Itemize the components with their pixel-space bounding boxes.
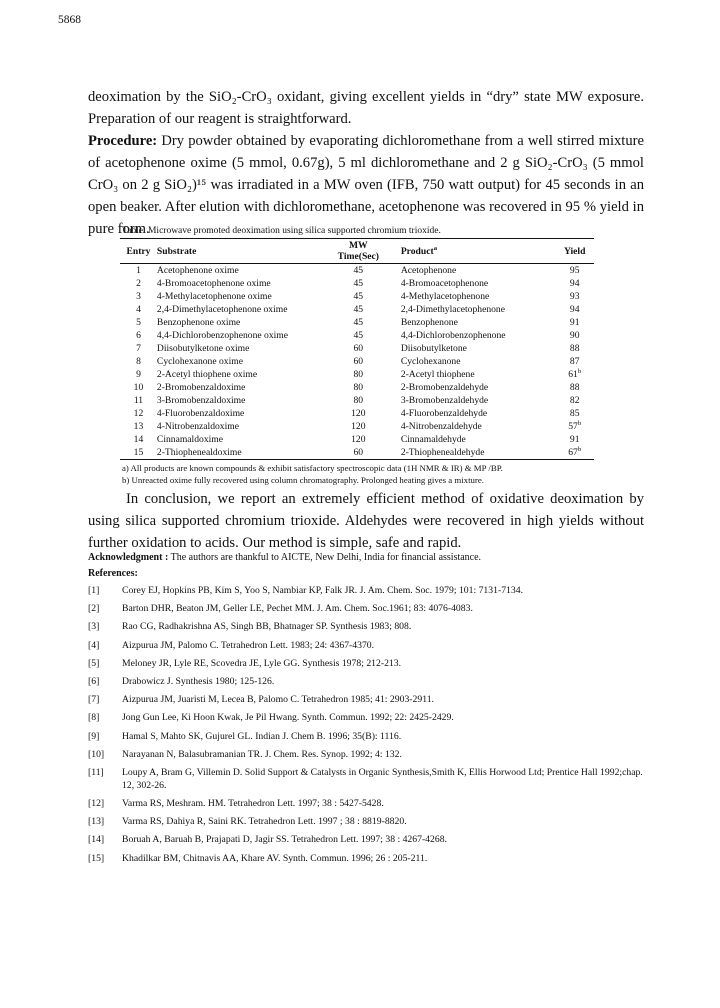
cell-product: Diisobutylketone [400, 343, 467, 354]
cell-entry: 9 [136, 369, 141, 380]
reference-number: [2] [88, 603, 100, 615]
cell-mw-time: 60 [353, 356, 364, 367]
references-list [88, 584, 648, 870]
reference-number: [11] [88, 766, 104, 778]
cell-substrate: 4-Fluorobenzaldoxime [156, 408, 245, 419]
reference-item [88, 584, 648, 597]
table-row [120, 381, 594, 394]
page-number: 5868 [58, 14, 81, 26]
results-table [120, 238, 594, 460]
cell-mw-time: 80 [353, 382, 364, 393]
cell-mw-time: 120 [351, 408, 366, 419]
footnote-b: b) Unreacted oxime fully recovered using column chromatography. Prolonged heating gives a mixture. [122, 475, 484, 485]
reference-text: Varma RS, Dahiya R, Saini RK. Tetrahedron Lett. 1997 ; 38 : 8819-8820. [122, 816, 407, 828]
cell-entry: 11 [133, 395, 144, 406]
reference-item [88, 693, 648, 706]
header-entry: Entry [120, 239, 157, 264]
cell-product: 4-Bromoacetophenone [400, 278, 489, 289]
cell-substrate: 2-Thiophenealdoxime [157, 446, 332, 460]
reference-text: Jong Gun Lee, Ki Hoon Kwak, Je Pil Hwang. Synth. Commun. 1992; 22: 2425-2429. [122, 712, 454, 724]
cell-yield: 88 [569, 343, 580, 354]
cell-yield: 91 [569, 434, 580, 445]
reference-item [88, 852, 648, 865]
cell-entry: 15 [120, 446, 157, 460]
cell-mw-time: 80 [353, 395, 364, 406]
table-row [120, 329, 594, 342]
cell-yield: 94 [569, 278, 580, 289]
cell-substrate: Acetophenone oxime [156, 265, 239, 276]
header-product: Product$^a$ [385, 239, 556, 264]
cell-product: Acetophenone [400, 265, 457, 276]
cell-mw-time: 120 [351, 434, 366, 445]
cell-yield: 93 [569, 291, 580, 302]
cell-substrate: 4-Nitrobenzaldoxime [156, 421, 239, 432]
reference-number: [1] [88, 585, 100, 596]
cell-yield: 90 [569, 330, 580, 341]
cell-mw-time: 60 [353, 343, 364, 354]
reference-number: [6] [88, 675, 100, 687]
cell-substrate: Cinnamaldoxime [156, 434, 224, 445]
cell-entry: 2 [136, 278, 141, 289]
reference-number: [8] [88, 712, 100, 724]
table-row [120, 277, 594, 290]
reference-item [88, 620, 648, 633]
footnote-a: a) All products are known compounds & exhibit satisfactory spectroscopic data (1H NMR & IR) & MP /BP. [122, 463, 503, 473]
cell-mw-time: 45 [353, 317, 364, 328]
acknowledgment-label: Acknowledgment : [88, 552, 169, 563]
reference-number: [4] [88, 639, 100, 651]
reference-number: [15] [88, 852, 105, 864]
reference-text: Aizpurua JM, Juaristi M, Lecea B, Palomo C. Tetrahedron 1985; 41: 2903-2911. [122, 694, 434, 706]
table-header-row [120, 239, 594, 264]
table-footnotes [122, 462, 503, 486]
cell-product: 2-Acetyl thiophene [400, 369, 475, 380]
reference-text: Drabowicz J. Synthesis 1980; 125-126. [122, 675, 275, 687]
header-substrate: Substrate [157, 239, 332, 264]
table-row [120, 264, 594, 278]
paragraph-intro: deoximation by the SiO₂-CrO₃ oxidant, giving excellent yields in “dry” state MW exposure. Preparation of our reagent is straightforward. [88, 89, 644, 127]
cell-entry: 6 [136, 330, 141, 341]
procedure-label: Procedure: [88, 133, 158, 149]
reference-number: [12] [88, 798, 105, 810]
references-heading: References: [88, 568, 138, 579]
reference-text: Hamal S, Mahto SK, Gujurel GL. Indian J. Chem B. 1996; 35(B): 1116. [122, 730, 402, 742]
cell-substrate: 4-Methylacetophenone oxime [156, 291, 272, 302]
cell-entry: 8 [136, 356, 141, 367]
cell-yield: 57$^b$ [568, 419, 582, 432]
cell-entry: 4 [136, 304, 141, 315]
cell-mw-time: 45 [353, 278, 364, 289]
reference-item [88, 602, 648, 615]
cell-entry: 1 [136, 265, 141, 276]
cell-substrate: 2,4-Dimethylacetophenone oxime [156, 304, 288, 315]
cell-mw-time: 45 [353, 304, 364, 315]
table-row [120, 355, 594, 368]
reference-text: Khadilkar BM, Chitnavis AA, Khare AV. Synth. Commun. 1996; 26 : 205-211. [122, 852, 428, 864]
cell-product: 4,4-Dichlorobenzophenone [400, 330, 506, 341]
yield-note-mark: b [577, 419, 582, 427]
table-row [120, 290, 594, 303]
cell-mw-time: 80 [353, 369, 364, 380]
cell-product: 2,4-Dimethylacetophenone [400, 304, 505, 315]
table-row [120, 303, 594, 316]
table-row [120, 420, 594, 433]
cell-substrate: 2-Acetyl thiophene oxime [156, 369, 258, 380]
conclusion-paragraph: In conclusion, we report an extremely efficient method of oxidative deoximation by using silica supported chromium trioxide. Aldehydes were recovered in high yields without further oxidation to acids. Our method is simple, safe and rapid. [88, 491, 644, 551]
cell-mw-time: 60 [332, 446, 385, 460]
cell-substrate: 4-Bromoacetophenone oxime [156, 278, 271, 289]
reference-number: [7] [88, 694, 100, 706]
cell-substrate: 3-Bromobenzaldoxime [156, 395, 246, 406]
reference-item [88, 748, 648, 761]
reference-text: Loupy A, Bram G, Villemin D. Solid Support & Catalysts in Organic Synthesis,Smith K, Ellis Horwood Ltd; Prentice Hall 1992;chap. 12, 302-26. [122, 766, 643, 791]
cell-product: Cinnamaldehyde [400, 434, 466, 445]
cell-yield: 94 [569, 304, 580, 315]
reference-number: [10] [88, 748, 105, 760]
reference-text: Barton DHR, Beaton JM, Geller LE, Pechet MM. J. Am. Chem. Soc.1961; 83: 4076-4083. [122, 603, 473, 615]
table-row [120, 407, 594, 420]
table-caption: Table: Microwave promoted deoximation using silica supported chromium trioxide. [122, 226, 441, 236]
reference-text: Aizpurua JM, Palomo C. Tetrahedron Lett. 1983; 24: 4367-4370. [122, 639, 375, 651]
cell-yield: 61$^b$ [568, 367, 582, 380]
cell-yield: 67$^b$ [555, 446, 594, 460]
procedure-paragraph [88, 130, 644, 240]
reference-item [88, 657, 648, 670]
reference-item [88, 675, 648, 688]
cell-substrate: Benzophenone oxime [156, 317, 241, 328]
reference-text: Meloney JR, Lyle RE, Scovedra JE, Lyle GG. Synthesis 1978; 212-213. [122, 657, 402, 669]
reference-number: [5] [88, 657, 100, 669]
table-row [120, 342, 594, 355]
reference-item [88, 815, 648, 828]
reference-text: Rao CG, Radhakrishna AS, Singh BB, Bhatnager SP. Synthesis 1983; 808. [122, 621, 412, 633]
cell-substrate: 4,4-Dichlorobenzophenone oxime [156, 330, 288, 341]
cell-yield: 82 [569, 395, 580, 406]
cell-yield: 87 [569, 356, 580, 367]
cell-product: 4-Fluorobenzaldehyde [400, 408, 488, 419]
reference-item [88, 766, 648, 792]
cell-yield: 88 [569, 382, 580, 393]
cell-yield: 91 [569, 317, 580, 328]
cell-mw-time: 120 [351, 421, 366, 432]
acknowledgment [88, 552, 481, 563]
reference-number: [3] [88, 621, 100, 633]
cell-product: 3-Bromobenzaldehyde [400, 395, 489, 406]
procedure-text: Dry powder obtained by evaporating dichloromethane from a well stirred mixture of acetophenone oxime (5 mmol, 0.67g), 5 ml dichloromethane and 2 g SiO₂-CrO₃ (5 mmol CrO₃ on 2 g SiO₂)¹⁵ was irradiated in a MW oven (IFB, 750 watt output) for 45 seconds in an open beaker. After elution with dichloromethane, acetophenone was recovered in 95 % yield in pure form. [88, 133, 644, 237]
yield-note-mark: b [577, 445, 582, 453]
cell-entry: 10 [133, 382, 144, 393]
reference-item [88, 833, 648, 846]
cell-entry: 12 [133, 408, 144, 419]
header-mw-time: MW Time(Sec) [332, 239, 385, 264]
cell-entry: 14 [133, 434, 144, 445]
cell-substrate: Cyclohexanone oxime [156, 356, 243, 367]
table-row [120, 394, 594, 407]
cell-product: Cyclohexanone [400, 356, 461, 367]
header-product-mark: a [433, 244, 438, 252]
cell-entry: 13 [133, 421, 144, 432]
reference-item [88, 797, 648, 810]
cell-entry: 7 [136, 343, 141, 354]
cell-product: 2-Thiophenealdehyde [385, 446, 556, 460]
reference-number: [9] [88, 730, 100, 742]
reference-item [88, 711, 648, 724]
table-row [120, 316, 594, 329]
header-yield: Yield [555, 239, 594, 264]
cell-product: 4-Nitrobenzaldehyde [400, 421, 482, 432]
reference-item [88, 639, 648, 652]
table-row [120, 446, 594, 460]
table-row [120, 368, 594, 381]
cell-substrate: 2-Bromobenzaldoxime [156, 382, 246, 393]
reference-number: [14] [88, 834, 105, 846]
yield-note-mark: b [577, 367, 582, 375]
reference-text: Corey EJ, Hopkins PB, Kim S, Yoo S, Nambiar KP, Falk JR. J. Am. Chem. Soc. 1979; 101: 7131-7134. [122, 585, 523, 596]
cell-mw-time: 45 [353, 291, 364, 302]
cell-entry: 3 [136, 291, 141, 302]
cell-mw-time: 45 [353, 265, 364, 276]
reference-text: Varma RS, Meshram. HM. Tetrahedron Lett. 1997; 38 : 5427-5428. [122, 798, 384, 810]
cell-entry: 5 [136, 317, 141, 328]
cell-yield: 95 [569, 265, 580, 276]
reference-number: [13] [88, 816, 105, 828]
cell-yield: 85 [569, 408, 580, 419]
table-row [120, 433, 594, 446]
cell-product: Benzophenone [400, 317, 458, 328]
acknowledgment-text: The authors are thankful to AICTE, New Delhi, India for financial assistance. [168, 552, 482, 563]
reference-text: Boruah A, Baruah B, Prajapati D, Jagir SS. Tetrahedron Lett. 1997; 38 : 4267-4268. [122, 834, 447, 846]
cell-substrate: Diisobutylketone oxime [156, 343, 250, 354]
cell-product: 2-Bromobenzaldehyde [400, 382, 489, 393]
reference-text: Narayanan N, Balasubramanian TR. J. Chem. Res. Synop. 1992; 4: 132. [122, 748, 402, 760]
cell-product: 4-Methylacetophenone [400, 291, 490, 302]
cell-mw-time: 45 [353, 330, 364, 341]
reference-item [88, 730, 648, 743]
